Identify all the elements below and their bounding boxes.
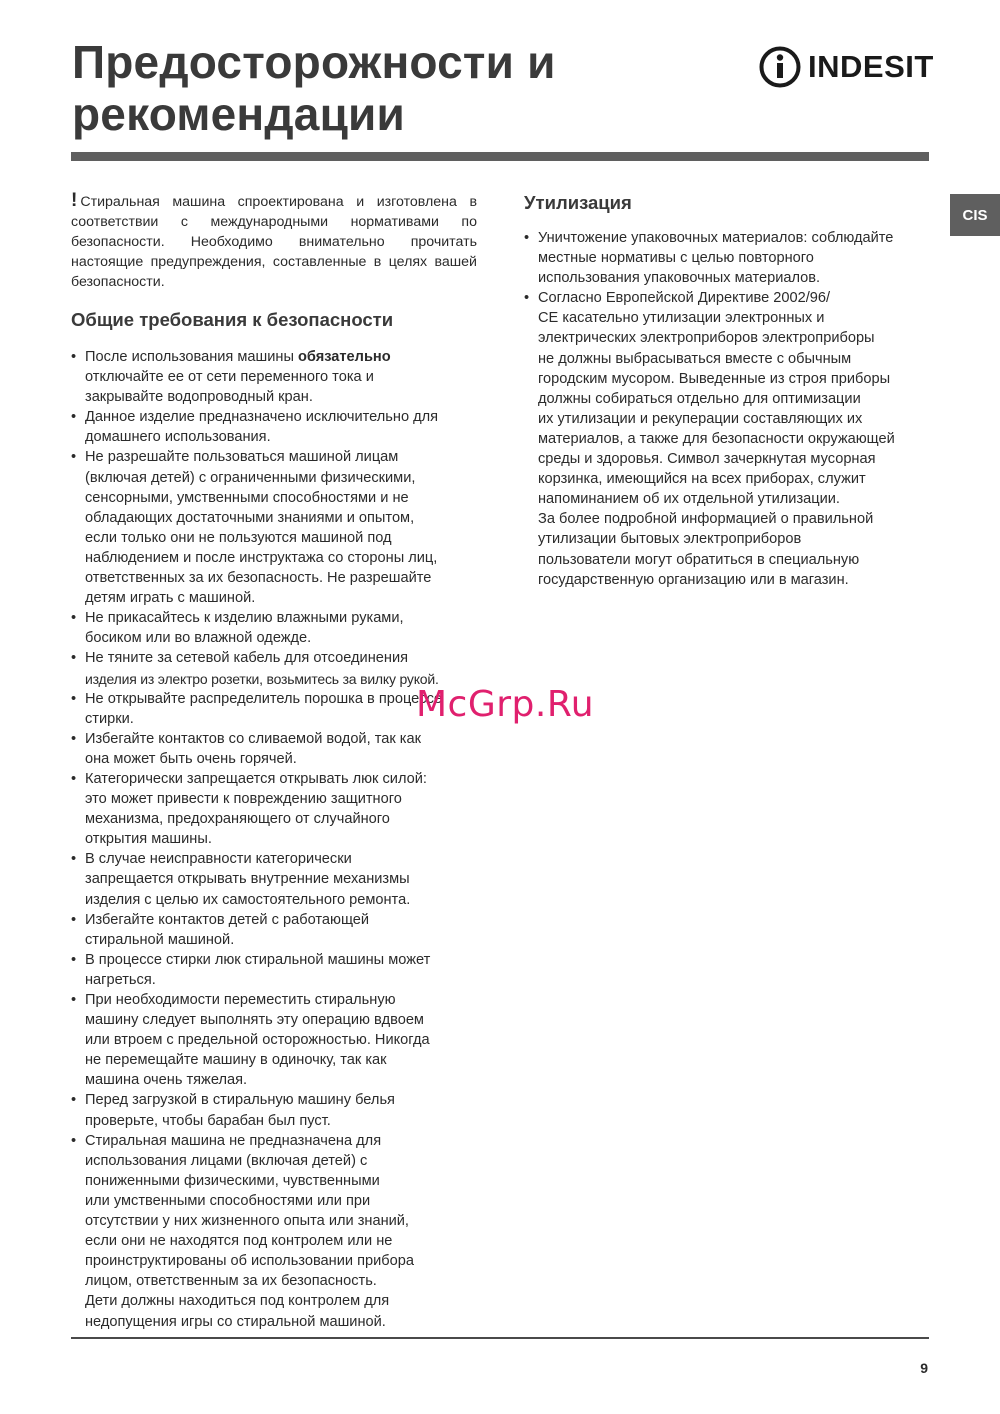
emphasis-text: обязательно: [297, 349, 391, 365]
right-column: [524, 192, 934, 590]
page-title-line: Предосторожности и: [72, 36, 556, 88]
list-item-line: • Избегайте контактов детей с работающей: [85, 911, 370, 928]
list-item-line: корзинка, имеющийся на всех приборах, служит: [538, 471, 866, 488]
list-item-line: или втроем с предельной осторожностью. Никогда: [85, 1032, 430, 1049]
list-item-line: • Уничтожение упаковочных материалов: соблюдайте: [538, 230, 894, 246]
list-item: [71, 729, 477, 769]
list-item-line: За более подробной информацией о правильной: [538, 511, 874, 528]
list-item-line: • Категорически запрещается открывать люк силой:: [85, 770, 427, 787]
list-item-line: • В процессе стирки люк стиральной машины может: [85, 951, 431, 968]
list-item-line: их утилизации и рекуперации составляющих их: [538, 410, 863, 427]
list-item-line: [85, 347, 477, 367]
list-item: [71, 347, 477, 407]
page-title: [72, 36, 712, 140]
section-heading-disposal: Утилизация: [524, 192, 632, 213]
language-tab: CIS: [950, 194, 1000, 236]
list-item-line: CE касательно утилизации электронных и: [538, 310, 825, 327]
disposal-list: [524, 228, 934, 590]
indesit-logo-icon: [758, 45, 802, 89]
list-item-line: машину следует выполнять эту операцию вдвоем: [85, 1012, 424, 1029]
list-item: [71, 648, 477, 688]
list-item: [71, 849, 477, 909]
list-item-line: должны собираться отдельно для оптимизации: [538, 390, 861, 407]
list-item: [71, 1131, 477, 1332]
list-item: [524, 288, 934, 589]
list-item-line: пониженными физическими, чувственными: [85, 1172, 380, 1189]
list-item-line: открытия машины.: [85, 831, 212, 848]
list-item-line: • Перед загрузкой в стиральную машину белья: [85, 1092, 395, 1109]
list-item-line: • Не разрешайте пользоваться машиной лицам: [85, 449, 399, 466]
list-item-line: проверьте, чтобы барабан был пуст.: [85, 1112, 331, 1129]
list-item-line: босиком или во влажной одежде.: [85, 630, 312, 647]
page-number: 9: [920, 1360, 928, 1376]
list-item-text: После использования машины: [85, 349, 298, 365]
section-heading-safety: Общие требования к безопасности: [71, 309, 394, 330]
list-item-line: использования упаковочных материалов.: [538, 270, 821, 287]
intro-paragraph: [71, 192, 477, 292]
list-item-line: недопущения игры со стиральной машиной.: [85, 1313, 386, 1330]
list-item-line: местные нормативы с целью повторного: [538, 250, 814, 267]
list-item-line: • Избегайте контактов со сливаемой водой, так как: [85, 730, 421, 747]
left-column: [71, 192, 477, 1332]
list-item-line: среды и здоровья. Символ зачеркнутая мусорная: [538, 451, 876, 468]
list-item-line: материалов, а также для безопасности окружающей: [538, 430, 895, 447]
list-item-line: • Не прикасайтесь к изделию влажными руками,: [85, 610, 404, 627]
list-item-line: если они не находятся под контролем или не: [85, 1233, 393, 1250]
list-item-line: стирки.: [85, 710, 134, 727]
intro-text: Стиральная машина спроектирована и изготовлена в соответствии с международными нормативами по безопасности. Необходимо внимательно прочитать настоящие предупреждения, составленные в целях вашей безопасности.: [71, 194, 477, 290]
list-item-line: отсутствии у них жизненного опыта или знаний,: [85, 1213, 409, 1230]
list-item-line: изделия из электро розетки, возьмитесь за вилку рукой.: [85, 670, 439, 687]
list-item-line: отключайте ее от сети переменного тока и: [85, 369, 374, 386]
brand-name: INDESIT: [808, 49, 934, 84]
list-item-line: это может привести к повреждению защитного: [85, 791, 402, 808]
list-item-line: детям играть с машиной.: [85, 590, 256, 607]
list-item-line: механизма, предохраняющего от случайного: [85, 811, 390, 828]
list-item-line: не перемещайте машину в одиночку, так как: [85, 1052, 387, 1069]
list-item-line: лицом, ответственным за их безопасность.: [85, 1273, 377, 1290]
watermark: McGrp.Ru: [416, 684, 595, 725]
list-item: [71, 769, 477, 849]
list-item-line: • При необходимости переместить стиральную: [85, 992, 396, 1008]
list-item-line: проинструктированы об использовании прибора: [85, 1253, 414, 1270]
list-item: [71, 608, 477, 648]
footer-rule: [71, 1337, 929, 1339]
list-item: [71, 1090, 477, 1130]
brand-logo: [758, 44, 934, 90]
list-item-line: обладающих достаточными знаниями и опытом,: [85, 509, 415, 526]
list-item-line: утилизации бытовых электроприборов: [538, 531, 802, 548]
list-item-line: домашнего использования.: [85, 429, 271, 446]
list-item-line: электрических электроприборов электроприборы: [538, 330, 875, 347]
list-item-line: напоминанием об их отдельной утилизации.: [538, 491, 840, 508]
list-item-line: пользователи могут обратиться в специальную: [538, 551, 860, 568]
list-item: [71, 910, 477, 950]
list-item-line: • Не открывайте распределитель порошка в процессе: [85, 690, 443, 707]
list-item: [71, 990, 477, 1090]
list-item-line: • Стиральная машина не предназначена для: [85, 1132, 382, 1149]
list-item: [524, 228, 934, 288]
header-rule: [71, 152, 929, 161]
list-item-line: машина очень тяжелая.: [85, 1072, 248, 1089]
list-item-line: она может быть очень горячей.: [85, 750, 297, 767]
list-item-line: городским мусором. Выведенные из строя приборы: [538, 370, 891, 387]
list-item-line: государственную организацию или в магазин.: [538, 571, 849, 588]
list-item-line: Дети должны находиться под контролем для: [85, 1293, 390, 1310]
list-item-line: стиральной машиной.: [85, 931, 235, 948]
list-item-line: (включая детей) с ограниченными физическими,: [85, 469, 416, 486]
list-item-line: запрещается открывать внутренние механизмы: [85, 871, 410, 888]
list-item-line: сенсорными, умственными способностями и не: [85, 489, 409, 506]
list-item-line: или умственными способностями или при: [85, 1192, 371, 1209]
list-item: [71, 447, 477, 608]
warning-mark: !: [71, 190, 78, 211]
page-title-line: рекомендации: [72, 88, 406, 140]
list-item-line: ответственных за их безопасность. Не разрешайте: [85, 570, 432, 587]
list-item-line: нагреться.: [85, 971, 156, 988]
list-item-line: наблюдением и после инструктажа со стороны лиц,: [85, 549, 438, 566]
list-item-line: • Согласно Европейской Директиве 2002/96/: [538, 290, 831, 307]
list-item-line: использования лицами (включая детей) с: [85, 1152, 368, 1169]
list-item-line: не должны выбрасываться вместе с обычным: [538, 350, 852, 367]
list-item: [71, 950, 477, 990]
list-item-line: закрывайте водопроводный кран.: [85, 389, 313, 406]
list-item-line: • В случае неисправности категорически: [85, 851, 352, 868]
list-item-line: • Не тяните за сетевой кабель для отсоединения: [85, 650, 408, 667]
list-item: [71, 407, 477, 447]
list-item-line: изделия с целью их самостоятельного ремонта.: [85, 891, 411, 908]
list-item-line: • Данное изделие предназначено исключительно для: [85, 409, 439, 426]
safety-list: [71, 347, 477, 1332]
list-item-line: если только они не пользуются машиной под: [85, 529, 392, 546]
